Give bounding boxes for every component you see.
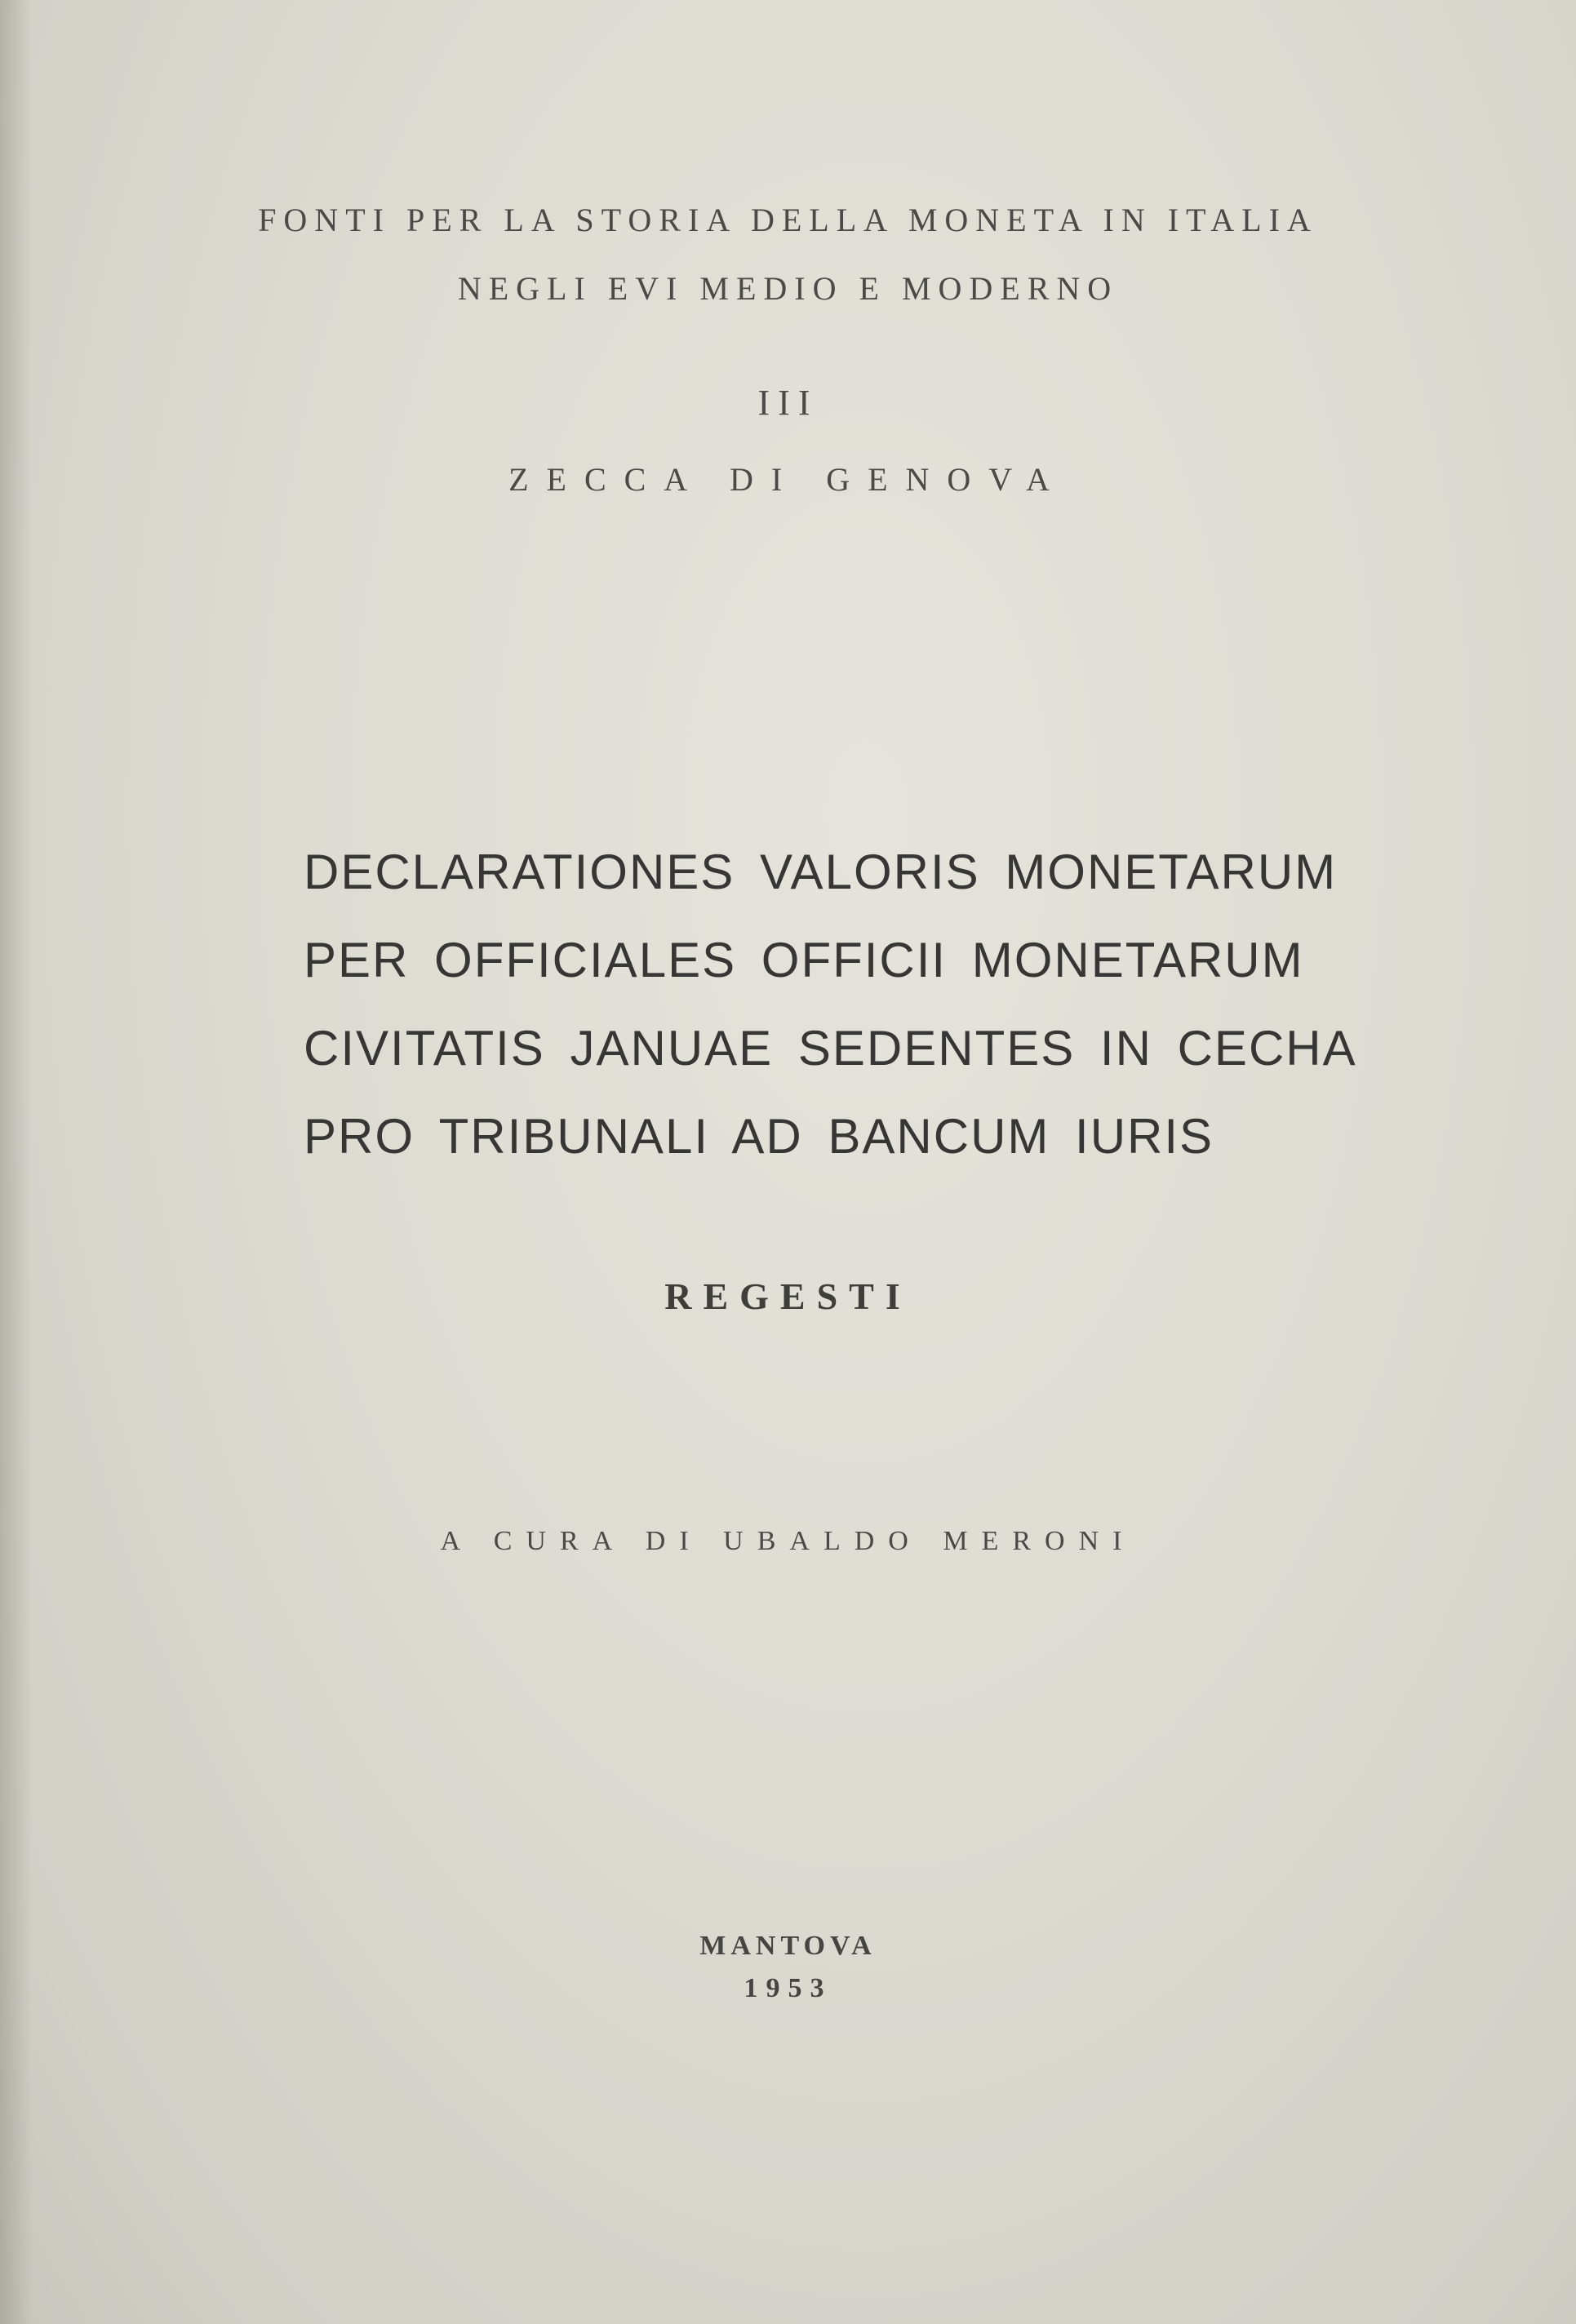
main-title-line-4: PRO TRIBUNALI AD BANCUM IURIS — [304, 1109, 1214, 1164]
imprint-place: MANTOVA — [699, 1931, 877, 1961]
main-title-line-1: DECLARATIONES VALORIS MONETARUM — [304, 845, 1338, 899]
subtitle: REGESTI — [664, 1275, 912, 1317]
main-title-line-3: CIVITATIS JANUAE SEDENTES IN CECHA — [304, 1021, 1357, 1076]
series-title-line-2: NEGLI EVI MEDIO E MODERNO — [457, 270, 1119, 307]
main-title-line-2: PER OFFICIALES OFFICII MONETARUM — [304, 933, 1304, 987]
curator-line: A CURA DI UBALDO MERONI — [440, 1526, 1136, 1556]
volume-title: ZECCA DI GENOVA — [508, 461, 1068, 498]
series-title-line-1: FONTI PER LA STORIA DELLA MONETA IN ITALIA — [258, 202, 1318, 238]
volume-number: III — [757, 383, 819, 423]
imprint-year: 1953 — [744, 1973, 832, 2003]
